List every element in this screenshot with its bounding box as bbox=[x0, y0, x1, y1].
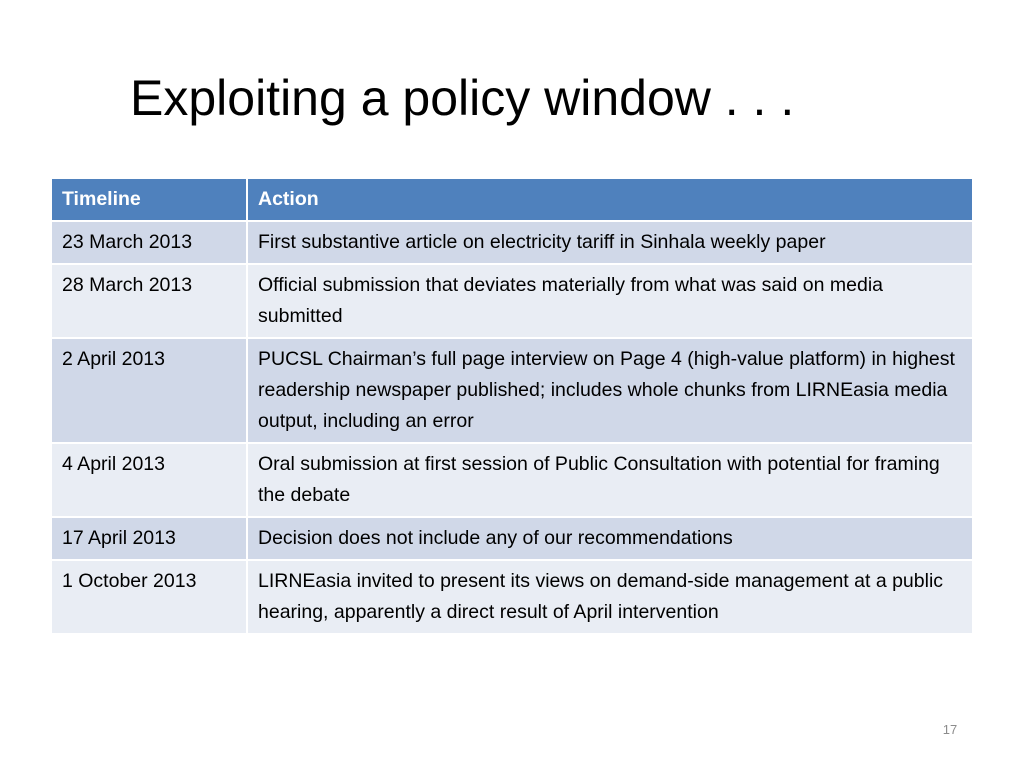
row-action: Oral submission at first session of Public Consultation with potential for framing the debate bbox=[248, 444, 972, 518]
row-action: PUCSL Chairman’s full page interview on Page 4 (high-value platform) in highest readership newspaper published; includes whole chunks from LIRNEasia media output, including an error bbox=[248, 339, 972, 444]
timeline-table bbox=[52, 179, 972, 635]
slide-number: 17 bbox=[942, 722, 958, 737]
table-row bbox=[52, 561, 972, 635]
row-date: 1 October 2013 bbox=[52, 561, 248, 635]
table-row bbox=[52, 518, 972, 561]
row-date: 23 March 2013 bbox=[52, 222, 248, 265]
row-action: Official submission that deviates materially from what was said on media submitted bbox=[248, 265, 972, 339]
row-action: LIRNEasia invited to present its views on demand-side management at a public hearing, apparently a direct result of April intervention bbox=[248, 561, 972, 635]
header-action: Action bbox=[248, 179, 972, 222]
row-action: Decision does not include any of our recommendations bbox=[248, 518, 972, 561]
table-row bbox=[52, 339, 972, 444]
table-row bbox=[52, 222, 972, 265]
row-action: First substantive article on electricity tariff in Sinhala weekly paper bbox=[248, 222, 972, 265]
table-header-row bbox=[52, 179, 972, 222]
slide-title: Exploiting a policy window . . . bbox=[130, 70, 795, 126]
table-row bbox=[52, 444, 972, 518]
row-date: 4 April 2013 bbox=[52, 444, 248, 518]
row-date: 2 April 2013 bbox=[52, 339, 248, 444]
header-timeline: Timeline bbox=[52, 179, 248, 222]
row-date: 28 March 2013 bbox=[52, 265, 248, 339]
table-row bbox=[52, 265, 972, 339]
row-date: 17 April 2013 bbox=[52, 518, 248, 561]
